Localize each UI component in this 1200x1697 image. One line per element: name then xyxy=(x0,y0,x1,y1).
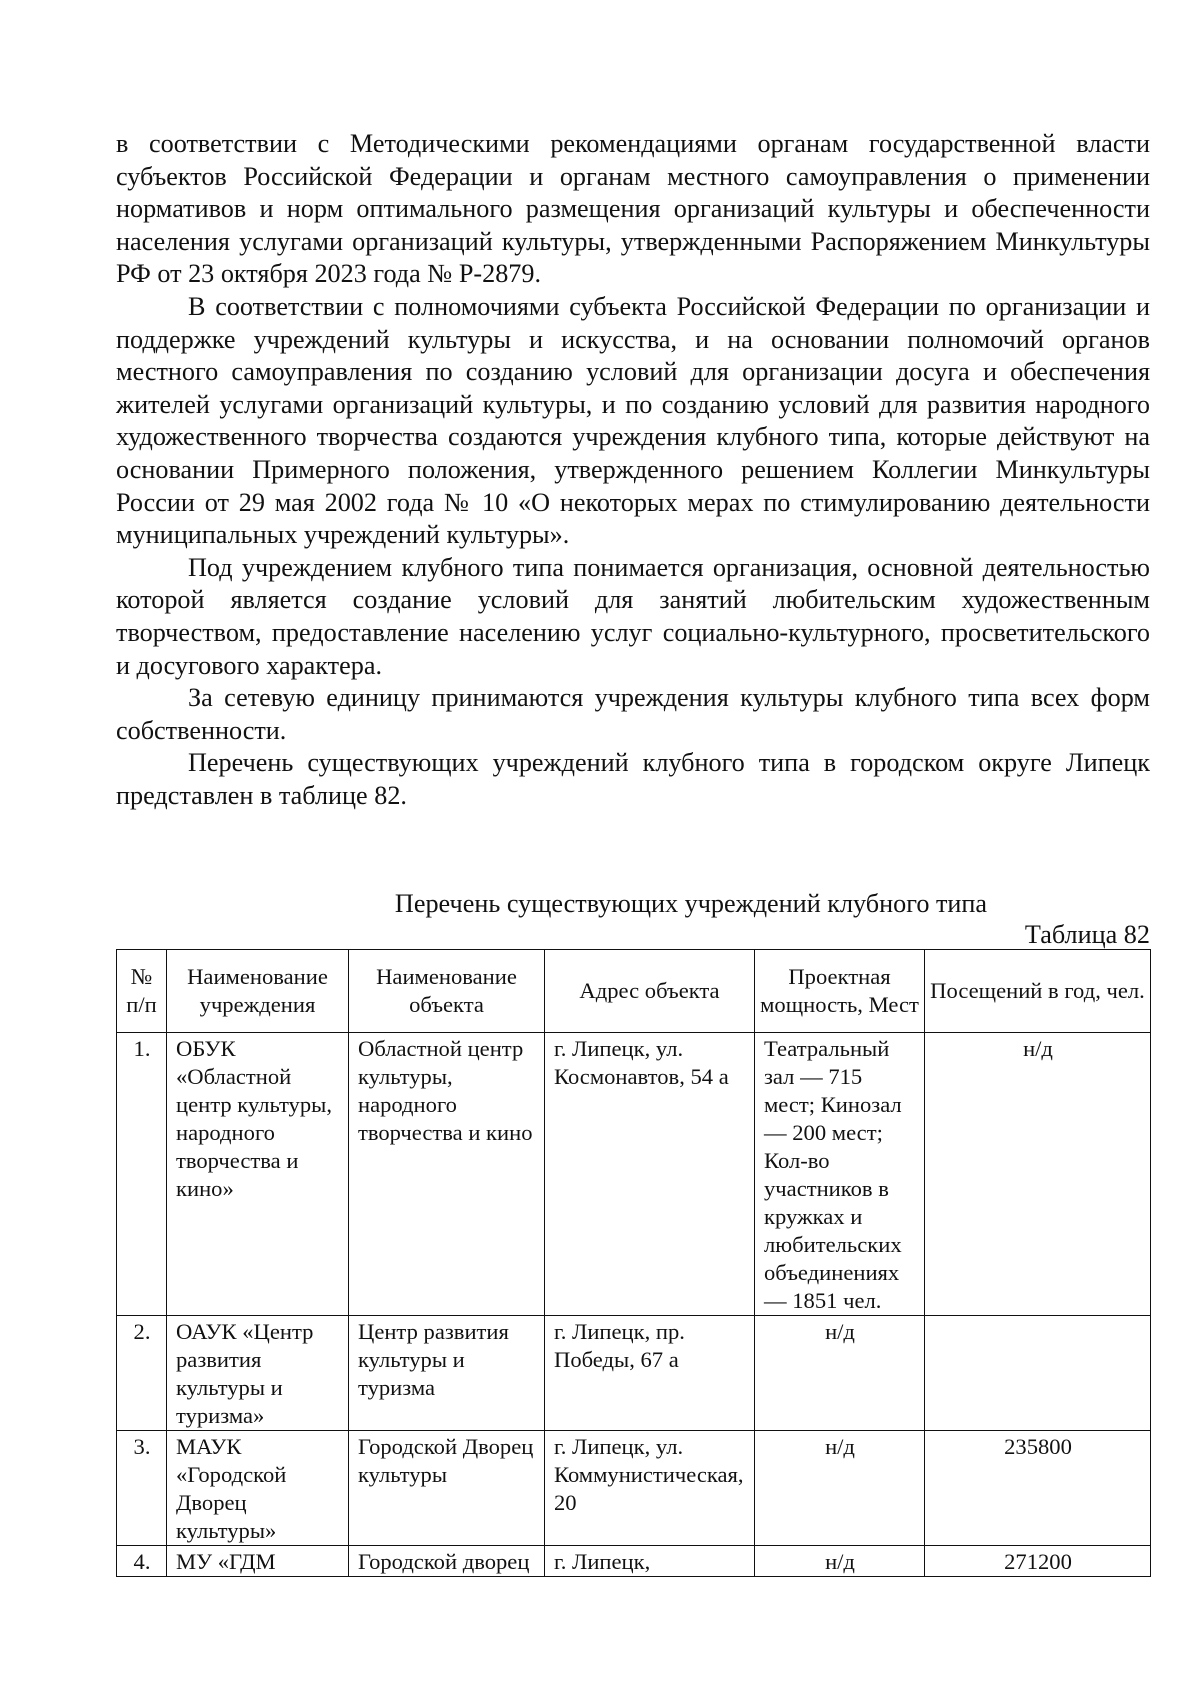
header-object: Наименование объекта xyxy=(349,950,545,1033)
header-capacity: Проектная мощность, Мест xyxy=(755,950,925,1033)
table-row xyxy=(117,1033,1151,1316)
table-number: Таблица 82 xyxy=(1024,920,1150,949)
header-num: № п/п xyxy=(117,950,167,1033)
table-row xyxy=(117,1546,1151,1577)
row-num: 1. xyxy=(117,1033,167,1316)
row-address: г. Липецк, ул. Космонавтов, 54 а xyxy=(545,1033,755,1316)
paragraph-1: в соответствии с Методическими рекомендациями органам государственной власти субъектов Российской Федерации и органам местного самоуправления о применении нормативов и норм оптимального размещения организаций культуры и обеспеченности населения услугами организаций культуры, утвержденными Распоряжением Минкультуры РФ от 23 октября 2023 года № Р-2879. xyxy=(116,129,1150,289)
row-institution: МАУК «Городской Дворец культуры» xyxy=(167,1431,349,1546)
row-num: 3. xyxy=(117,1431,167,1546)
document-body xyxy=(116,128,1150,812)
row-capacity: н/д xyxy=(755,1316,925,1431)
row-institution: МУ «ГДМ xyxy=(167,1546,349,1577)
row-institution: ОАУК «Центр развития культуры и туризма» xyxy=(167,1316,349,1431)
row-object: Городской Дворец культуры xyxy=(349,1431,545,1546)
row-institution: ОБУК «Областной центр культуры, народного творчества и кино» xyxy=(167,1033,349,1316)
row-object: Городской дворец xyxy=(349,1546,545,1577)
row-num: 2. xyxy=(117,1316,167,1431)
header-visits: Посещений в год, чел. xyxy=(925,950,1151,1033)
row-capacity: н/д xyxy=(755,1546,925,1577)
institutions-table xyxy=(116,949,1151,1577)
row-address: г. Липецк, пр. Победы, 67 а xyxy=(545,1316,755,1431)
row-object: Областной центр культуры, народного творчества и кино xyxy=(349,1033,545,1316)
row-visits: 271200 xyxy=(925,1546,1151,1577)
row-visits xyxy=(925,1316,1151,1431)
table-row xyxy=(117,1316,1151,1431)
paragraph-4: За сетевую единицу принимаются учреждения культуры клубного типа всех форм собственности. xyxy=(116,683,1150,745)
table-caption: Перечень существующих учреждений клубного типа xyxy=(394,889,988,918)
paragraph-3: Под учреждением клубного типа понимается организация, основной деятельностью которой является создание условий для занятий любительским художественным творчеством, предоставление населению услуг социально-культурного, просветительского и досугового характера. xyxy=(116,552,1150,680)
table-header-row xyxy=(117,950,1151,1033)
paragraph-2: В соответствии с полномочиями субъекта Российской Федерации по организации и поддержке учреждений культуры и искусства, и на основании полномочий органов местного самоуправления по созданию условий для организации досуга и обеспечения жителей услугами организаций культуры, и по созданию условий для развития народного художественного творчества создаются учреждения клубного типа, которые действуют на основании Примерного положения, утвержденного решением Коллегии Минкультуры России от 29 мая 2002 года № 10 «О некоторых мерах по стимулированию деятельности муниципальных учреждений культуры». xyxy=(116,291,1150,550)
row-capacity: Театральный зал — 715 мест; Кинозал — 200 мест; Кол-во участников в кружках и любительских объединениях — 1851 чел. xyxy=(755,1033,925,1316)
row-visits: н/д xyxy=(925,1033,1151,1316)
paragraph-5: Перечень существующих учреждений клубного типа в городском округе Липецк представлен в таблице 82. xyxy=(116,748,1150,810)
row-address: г. Липецк, ул. Коммунистическая, 20 xyxy=(545,1431,755,1546)
row-object: Центр развития культуры и туризма xyxy=(349,1316,545,1431)
row-visits: 235800 xyxy=(925,1431,1151,1546)
row-num: 4. xyxy=(117,1546,167,1577)
row-capacity: н/д xyxy=(755,1431,925,1546)
table-row xyxy=(117,1431,1151,1546)
header-institution: Наименование учреждения xyxy=(167,950,349,1033)
header-address: Адрес объекта xyxy=(545,950,755,1033)
row-address: г. Липецк, xyxy=(545,1546,755,1577)
